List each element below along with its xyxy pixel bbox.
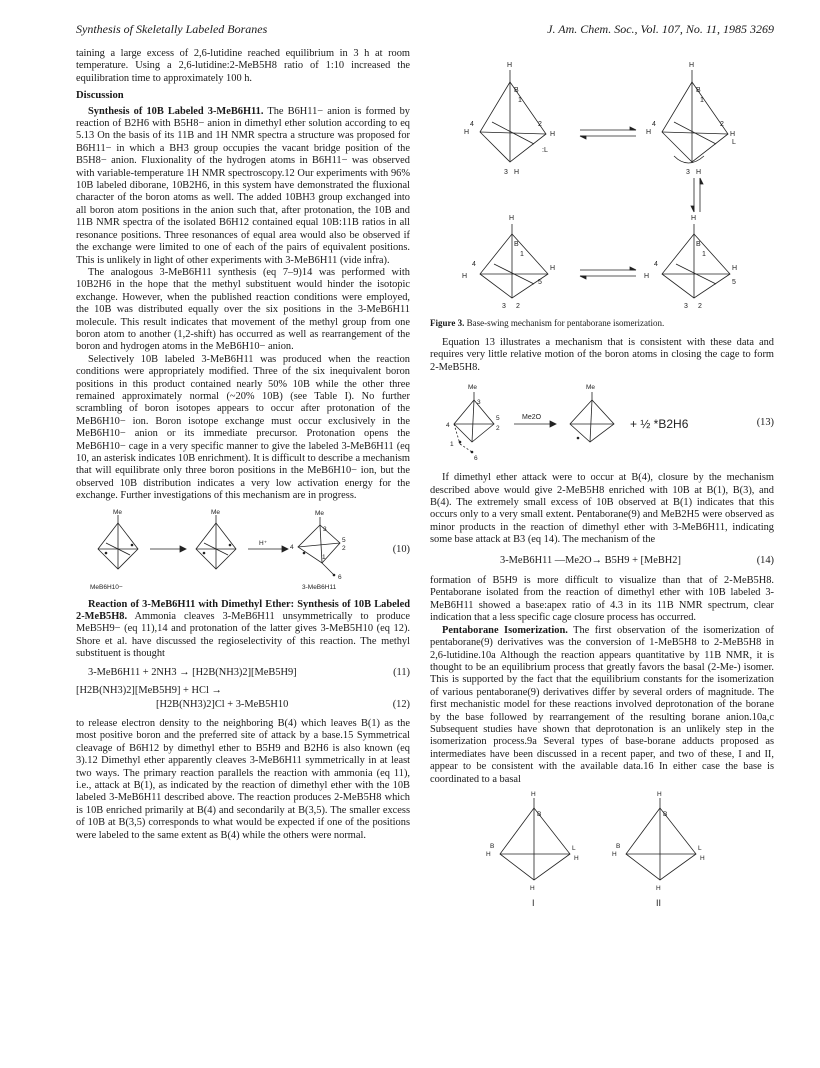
svg-text:H: H — [530, 884, 535, 892]
svg-text:6: 6 — [474, 455, 478, 463]
svg-text:3: 3 — [686, 169, 690, 176]
svg-text:H: H — [550, 265, 556, 272]
paragraph-b6h11-heading: Synthesis of 10B Labeled 3-MeB6H11. — [88, 105, 264, 117]
svg-text:2: 2 — [516, 303, 520, 310]
svg-text:H: H — [514, 169, 520, 176]
svg-text:B: B — [616, 842, 621, 850]
running-header-journal: J. Am. Chem. Soc., Vol. 107, No. 11, 1985 3269 — [547, 22, 774, 36]
svg-text:2: 2 — [538, 121, 542, 128]
equation-12-text: [H2B(NH3)2]Cl + 3-MeB5H10 — [156, 699, 289, 711]
paragraph-pentaborane-isomerization — [430, 625, 774, 786]
structure-I-label: I — [532, 897, 535, 908]
paragraph-dimethyl-ether — [76, 599, 410, 661]
svg-text:B: B — [514, 241, 519, 248]
svg-text:Me: Me — [113, 508, 123, 516]
paragraph-b5h9-formation: formation of B5H9 is more difficult to visualize than that of 2-MeB5H8. Pentaborane isolated from the reaction of dimethyl ether with 10B labeled 3-MeB6H11 showed a base:apex ratio of 4.3 in its 11B NMR spectrum, clear indication that a less specific cage closure process has occurred. — [430, 575, 774, 624]
svg-text:L: L — [698, 844, 702, 852]
svg-text:H: H — [656, 884, 661, 892]
equation-12 — [76, 699, 410, 711]
svg-text:4: 4 — [654, 261, 658, 268]
eq10-left-label: MeB6H10− — [90, 583, 123, 591]
equation-13 — [430, 376, 774, 470]
paragraph-b6h11-body: The B6H11− anion is formed by reaction of B2H6 with B5H8− anion in dimethyl ether solution according to eq 5.13 On the basis of its 11B and 1H NMR spectra a structure was proposed for B6H11− in which a BH3 group occupies the vacant bridge position of the B5H8− anion. Fluxionality of the hydrogen atoms in B6H11− was observed with variable-temperature 1H NMR spectroscopy.12 Our experiments with 96% 10B labeled diborane, 10B2H6, in this system have demonstrated the fluxional character of the boron atoms as well. The added 10BH3 group exchanged into all boron atom positions in the anion such that, after protonation, the 10B and 11B NMR spectra of the isolated B6H12 contained equal 10B:11B ratios in all resonance positions. Three resonances of equal area would also be observed if the exchange were limited to one of each of the pairs of equivalent positions. This is unlikely in light of other experiments with 3-MeB6H11 (vide infra). — [76, 105, 410, 266]
svg-text:Me: Me — [315, 509, 325, 517]
eq13-reagent: Me2O — [522, 414, 542, 422]
equation-12-number: (12) — [392, 699, 410, 711]
equation-11-number: (11) — [393, 666, 410, 678]
svg-text:Me: Me — [211, 508, 221, 516]
equation-11-text: 3-MeB6H11 + 2NH3 → [H2B(NH3)2][MeB5H9] — [88, 666, 297, 678]
svg-text:H: H — [732, 265, 738, 272]
svg-text:1: 1 — [322, 553, 326, 561]
figure-3-caption — [430, 318, 774, 329]
svg-text:3: 3 — [502, 303, 506, 310]
svg-text:1: 1 — [702, 251, 706, 258]
svg-text:Me: Me — [586, 384, 596, 392]
svg-text:2: 2 — [698, 303, 702, 310]
svg-text::L: :L — [542, 147, 548, 154]
svg-text:1: 1 — [520, 251, 524, 258]
paragraph-b4-attack: If dimethyl ether attack were to occur at B(4), closure by the mechanism described above would give 2-MeB5H8 enriched with 10B at B(1), B(3), and B(4). The extremely small excess of 10B observed at B(1) indicates that this occurs only to a very small extent. Pentaborane(9) and MeB2H5 were observed as minor products in the reaction of dimethyl ether with 3-MeB6H11, indicating some base attack at B3 (eq 14). The mechanism of the — [430, 472, 774, 546]
figure-3-caption-label: Figure 3. — [430, 318, 465, 328]
svg-text:3: 3 — [323, 525, 327, 533]
equation-11 — [76, 667, 410, 679]
svg-text:H: H — [657, 790, 662, 798]
left-column — [76, 48, 410, 842]
svg-text:1: 1 — [700, 97, 704, 104]
paragraph-pentaborane-body: The first observation of the isomerization of pentaborane(9) derivatives was the conversion of 1-MeB5H8 to 2-MeB5H8 in 2,6-lutidine.10a Although the reaction appears quantitative by 11B NMR, it is thought to be an equilibrium process that greatly favors the basal (2-Me-) isomer. This is supported by the fact that the equilibrium constants for the isomerization of various pentaborane(9) derivatives differ by several orders of magnitude. The first mechanistic model for these reactions involved deprotonation of the borane by the base followed by rearrangement of the resulting borane anion.10a,c Subsequent studies have shown that deprotonation is an unlikely step in the isomerization process.9a Several types of base-borane adducts proposed as intermediates have been discussed in a recent paper, and two of these, I and II, appear to be consistent with the available data.16 In either case the base is coordinated to a basal — [430, 624, 774, 785]
paragraph-electron-density: to release electron density to the neighboring B(4) which leaves B(1) as the most positive boron and the preferred site of attack by a base.15 Symmetrical cleavage of B6H12 by dimethyl ether to B5H9 and B2H6 is also known (eq 3).12 Dimethyl ether apparently cleaves 3-MeB6H11 symmetrically in at least two ways. The primary reaction parallels the reaction with ammonia (eq 11), i.e., attack at B(1), as indicated by the reaction of dimethyl ether with the 10B labeled 3-MeB6H11 described above. The reaction produces 2-MeB5H8 which is 10B enriched primarily at B(4) and secondarily at B(3,5). The smaller excess of 10B at B(3,5) corresponds to what would be expected if one of the positions were labeled to the same extent as B(4) while the others were normal. — [76, 717, 410, 841]
svg-text:H: H — [646, 129, 652, 136]
svg-text:B: B — [663, 810, 668, 818]
svg-text:H⁺: H⁺ — [259, 539, 268, 547]
svg-text:6: 6 — [338, 573, 342, 581]
svg-text:H: H — [486, 850, 491, 858]
paragraph-pentaborane-heading: Pentaborane Isomerization. — [442, 624, 568, 636]
svg-text:H: H — [689, 62, 695, 69]
eq10-right-label: 3-MeB6H11 — [302, 583, 337, 591]
svg-text:3: 3 — [684, 303, 688, 310]
equation-13-diagram — [430, 380, 730, 466]
svg-text:1: 1 — [518, 97, 522, 104]
svg-text:4: 4 — [472, 261, 476, 268]
eq13-product: + ½ *B2H6 — [630, 417, 689, 432]
svg-text:B: B — [537, 810, 542, 818]
svg-text:H: H — [464, 129, 470, 136]
svg-text:3: 3 — [504, 169, 508, 176]
equation-10 — [76, 505, 410, 597]
svg-text:H: H — [730, 131, 736, 138]
svg-text:L: L — [572, 844, 576, 852]
figure-3-diagram — [430, 52, 774, 314]
svg-text:2: 2 — [342, 544, 346, 552]
right-column — [430, 48, 774, 914]
svg-text:H: H — [507, 62, 513, 69]
svg-text:H: H — [696, 169, 702, 176]
equation-14-text: 3-MeB6H11 —Me2O→ B5H9 + [MeBH2] — [500, 554, 681, 566]
svg-text:H: H — [644, 273, 650, 280]
svg-text:B: B — [696, 87, 701, 94]
svg-text:H: H — [574, 854, 579, 862]
svg-text:H: H — [691, 215, 697, 222]
equation-14-number: (14) — [756, 554, 774, 566]
svg-text:5: 5 — [732, 279, 736, 286]
svg-text:5: 5 — [538, 279, 542, 286]
equation-13-number: (13) — [756, 417, 774, 429]
svg-text:1: 1 — [450, 441, 454, 449]
structure-II-label: II — [656, 897, 662, 908]
discussion-heading: Discussion — [76, 90, 124, 102]
paragraph-dimethyl-ether-heading: Reaction of 3-MeB6H11 with Dimethyl Ether: Synthesis of 10B Labeled 2-MeB5H8. — [76, 598, 410, 623]
equation-10-diagram — [76, 509, 366, 593]
svg-text:5: 5 — [342, 536, 346, 544]
svg-text:H: H — [462, 273, 468, 280]
svg-text:L: L — [732, 139, 736, 146]
svg-text:5: 5 — [496, 415, 500, 423]
svg-text:B: B — [514, 87, 519, 94]
structures-I-II-diagram — [430, 790, 774, 910]
svg-text:H: H — [531, 790, 536, 798]
svg-text:4: 4 — [470, 121, 474, 128]
paragraph-eq13-intro: Equation 13 illustrates a mechanism that is consistent with these data and requires very little relative motion of the boron atoms in closing the cage to form 2-MeB5H8. — [430, 337, 774, 373]
svg-text:2: 2 — [496, 425, 500, 433]
svg-text:Me: Me — [468, 384, 478, 392]
running-header-title: Synthesis of Skeletally Labeled Boranes — [76, 22, 268, 36]
figure-3-caption-text: Base-swing mechanism for pentaborane isomerization. — [466, 318, 665, 328]
equation-10-number: (10) — [392, 544, 410, 556]
paragraph-3-meb6h11: The analogous 3-MeB6H11 synthesis (eq 7–9)14 was performed with 10B2H6 in the hope that the methyl substituent would hinder the isotopic exchange. However, when the published reaction conditions were employed, the 10B was distributed equally over the six positions in the 3-MeB6H11 molecule. This result indicates that movement of the methyl group from one boron atom to another (1,2-shift) has occurred as well as rearrangement of the boron and hydrogen atoms in the MeB6H10− anion. — [76, 266, 410, 353]
paragraph-b6h11 — [76, 106, 410, 267]
intro-paragraph: taining a large excess of 2,6-lutidine reached equilibrium in 3 h at room temperature. Using a 2,6-lutidine:2-MeB5H8 ratio of 1:10 increased the equilibration time to approximately 100 h. — [76, 48, 410, 84]
svg-text:4: 4 — [652, 121, 656, 128]
svg-text:B: B — [696, 241, 701, 248]
svg-text:H: H — [700, 854, 705, 862]
paragraph-selective-label: Selectively 10B labeled 3-MeB6H11 was produced when the reaction conditions were appropriately modified. Three of the six inequivalent boron positions in this product contained nearly 50% 10B while the other three remained approximately normal (~20% 10B) (see Table I). No further scrambling of boron isotopes appears to occur after protonation of the MeB6H10− ion. Boron isotope exchange must occur exclusively in the MeB6H10− anion or its immediate precursor. Protonation opens the MeB6H10− cage in a very specific manner to give the labeled 3-MeB6H11 (eq 10, an asterisk indicates 10B enrichment). It is difficult to describe a mechanism that will equilibrate only three boron positions in the MeB6H10− ion, but the observed 10B distribution indicates a very low activation energy for the exchange. Further investigations of this mechanism are in progress. — [76, 353, 410, 502]
svg-text:H: H — [612, 850, 617, 858]
svg-text:H: H — [550, 131, 556, 138]
equation-14 — [430, 555, 774, 567]
paragraph-dimethyl-ether-body: Ammonia cleaves 3-MeB6H11 unsymmetrically to produce MeB5H9− (eq 11),14 and protonation of the latter gives 3-MeB5H10 (eq 12). Shore et al. have discussed the regioselectivity of this reaction. The methyl substituent is thought — [76, 611, 410, 660]
svg-text:2: 2 — [720, 121, 724, 128]
equation-12-line1: [H2B(NH3)2][MeB5H9] + HCl → — [76, 685, 222, 697]
svg-text:4: 4 — [290, 543, 294, 551]
svg-text:4: 4 — [446, 422, 450, 430]
svg-text:B: B — [490, 842, 495, 850]
svg-text:H: H — [509, 215, 515, 222]
svg-text:3: 3 — [477, 399, 481, 407]
